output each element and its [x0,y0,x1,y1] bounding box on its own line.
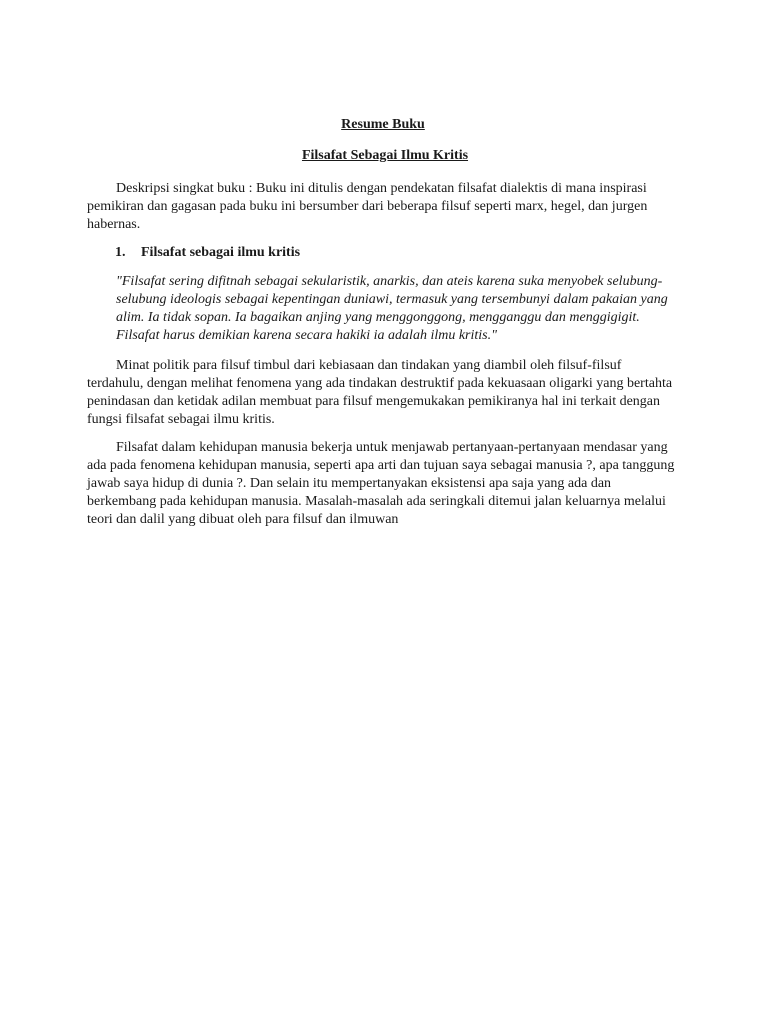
quote-block: "Filsafat sering difitnah sebagai sekularistik, anarkis, dan ateis karena suka menyobek selubung-selubung ideologis sebagai kepentingan duniawi, termasuk yang tersembunyi dalam pakaian yang alim. Ia tidak sopan. Ia bagaikan anjing yang menggonggong, mengganggu dan menggigigit. Filsafat harus demikian karena secara hakiki ia adalah ilmu kritis." [116,274,668,343]
section-number: 1. [115,245,126,260]
document-subtitle: Filsafat Sebagai Ilmu Kritis [301,148,469,163]
body-paragraph-2: Filsafat dalam kehidupan manusia bekerja untuk menjawab pertanyaan-pertanyaan mendasar yang ada pada fenomena kehidupan manusia, seperti apa arti dan tujuan saya sebagai manusia ?, apa tanggung jawab saya hidup di dunia ?. Dan selain itu mempertanyakan eksistensi apa saja yang ada dan berkembang pada kehidupan manusia. Masalah-masalah ada seringkali ditemui jalan keluarnya melalui teori dan dalil yang dibuat oleh para filsuf dan ilmuwan [87,440,675,527]
section-heading [87,244,677,262]
body-paragraph-1: Minat politik para filsuf timbul dari kebiasaan dan tindakan yang diambil oleh filsuf-filsuf terdahulu, dengan melihat fenomena yang ada tindakan destruktif pada kekuasaan oligarki yang bertahta penindasan dan ketidak adilan membuat para filsuf mengemukakan pemikiranya hal ini terkait dengan fungsi filsafat sebagai ilmu kritis. [87,358,673,427]
section-heading-text: Filsafat sebagai ilmu kritis [141,245,301,260]
document-body [87,116,677,539]
intro-paragraph: Deskripsi singkat buku : Buku ini ditulis dengan pendekatan filsafat dialektis di mana inspirasi pemikiran dan gagasan pada buku ini bersumber dari beberapa filsuf seperti marx, hegel, dan jurgen habernas. [87,181,648,232]
document-title: Resume Buku [341,117,425,132]
